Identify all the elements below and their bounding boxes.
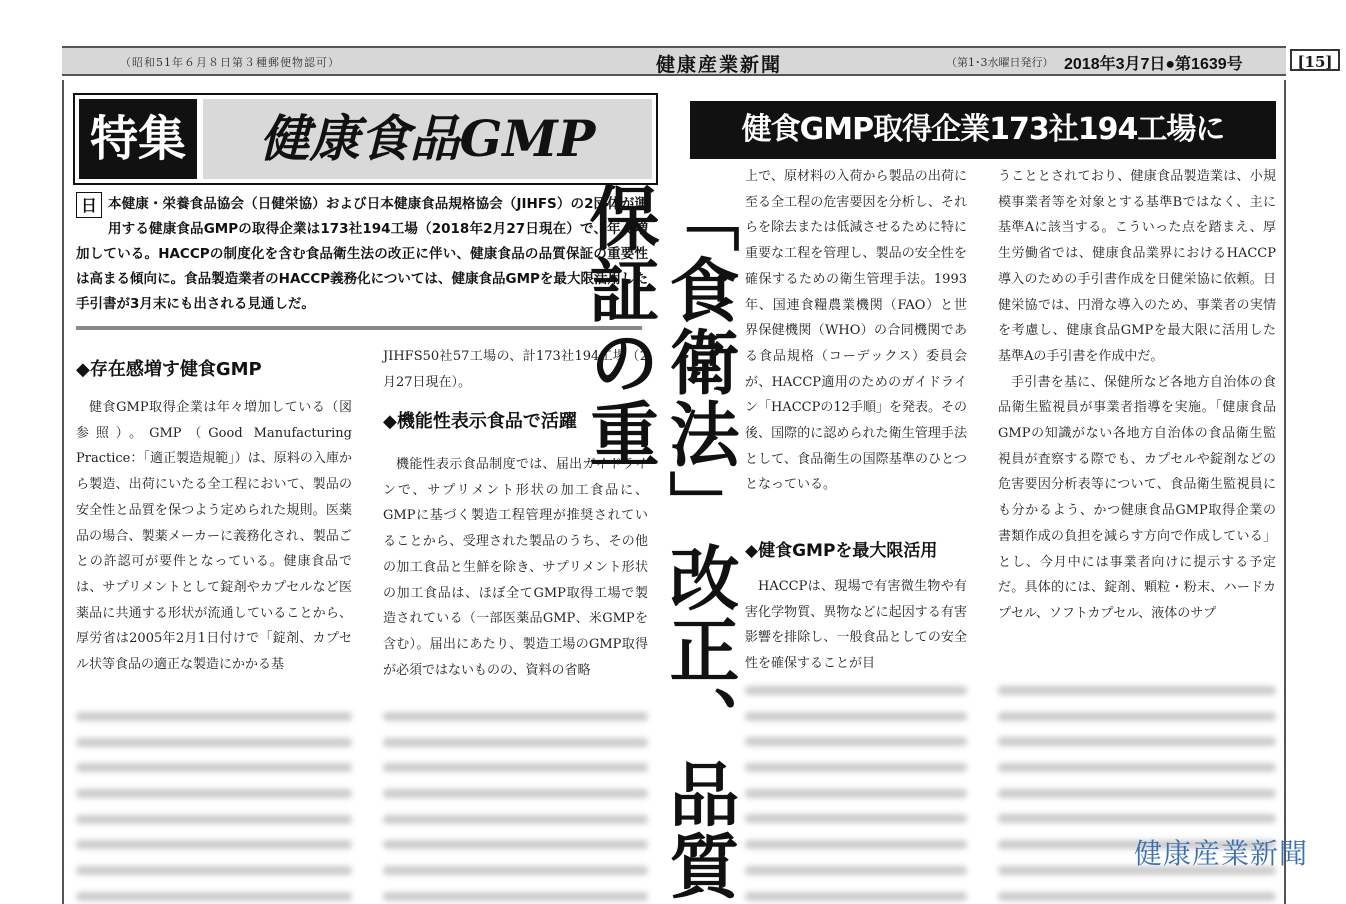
section-heading: ◆機能性表示食品で活躍 — [383, 411, 577, 432]
blurred-text-block — [745, 686, 967, 904]
article-column-1 — [76, 395, 352, 678]
feature-tag: 特集 — [79, 99, 197, 179]
article-paragraph: HACCPは、現場で有害微生物や有害化学物質、異物などに起因する有害影響を排除し、一般食品としての安全性を確保することが目 — [745, 579, 967, 672]
feature-title: 健康食品GMP — [203, 99, 652, 179]
feature-banner — [73, 93, 658, 185]
section-heading: ◆存在感増す健食GMP — [76, 359, 262, 380]
lead-text: 本健康・栄養食品協会（日健栄協）および日本健康食品規格協会（JIHFS）の2団体が運用する健康食品GMPの取得企業は173社194工場（2018年2月27日現在）で、年々増加している。HACCPの制度化を含む食品衛生法の改正に伴い、健康食品の品質保証の重要性は高まる傾向に。食品製造業者のHACCP義務化については、健康食品GMPを最大限活用した手引書が3月末にも出される見通しだ。 — [76, 196, 648, 312]
issue-date: 2018年3月7日●第1639号 — [1064, 56, 1243, 73]
article-paragraph: うこととされており、健康食品製造業は、小規模事業者等を対象とする基準Bではなく、主に基準Aに該当する。こういった点を踏まえ、厚生労働省では、健康食品業界におけるHACCP導入のための手引書作成を日健栄協に依頼。日健栄協では、円滑な導入のため、事業者の実情を考慮し、健康食品GMPを最大限に活用した基準Aの手引書を作成中だ。 — [998, 169, 1276, 364]
page-number: [15] — [1290, 49, 1340, 71]
publication-schedule: （第1･3水曜日発行） — [946, 56, 1054, 69]
postal-permit: （昭和51年６月８日第３種郵便物認可） — [120, 56, 340, 69]
blurred-text-block — [76, 712, 352, 904]
article-column-3 — [745, 164, 967, 498]
lead-divider — [76, 326, 642, 330]
article-paragraph: 健食GMP取得企業は年々増加している（図参照）。GMP（Good Manufacturing Practice：「適正製造規範」）は、原料の入庫から製造、出荷にいたる全工程において、製品の安全性と品質を保つよう定められた規則。医薬品の場合、製薬メーカーに義務化され、製品ごとの許認可が要件となっている。健康食品では、サプリメントとして錠剤やカプセルなど医薬品に共通する形状が流通していることから、厚労省は2005年2月1日付けで「錠剤、カプセル状等食品の適正な製造にかかる基 — [76, 400, 352, 673]
watermark-logo: 健康産業新聞 — [1134, 837, 1309, 870]
article-paragraph: JIHFS50社57工場の、計173社194工場（2月27日現在）。 — [383, 349, 648, 390]
page-header — [62, 46, 1333, 76]
masthead: 健康産業新聞 — [656, 54, 783, 76]
article-column-3b — [745, 574, 967, 677]
drop-cap: 日 — [76, 192, 102, 218]
article-paragraph: 機能性表示食品制度では、届出ガイドラインで、サプリメント形状の加工食品に、GMPに基づく製造工程管理が推奨されていることから、受理された製品のうち、その他の加工食品と生鮮を除き、サプリメント形状の加工食品は、ほぼ全てGMP取得工場で製造されている（一部医薬品GMP、米GMPを含む）。届出にあたり、製造工場のGMP取得が必須ではないものの、資料の省略 — [383, 457, 648, 678]
article-column-2b — [383, 452, 648, 683]
lead-paragraph — [76, 192, 648, 317]
blurred-text-block — [383, 712, 648, 904]
article-paragraph: 上で、原材料の入荷から製品の出荷に至る全工程の危害要因を分析し、それらを除去または低減させるために特に重要な工程を管理し、製品の安全性を確保するための衛生管理手法。1993年、国連食糧農業機関（FAO）と世界保健機関（WHO）の合同機関である食品規格（コーデックス）委員会が、HACCP適用のためのガイドライン「HACCPの12手順」を発表。その後、国際的に認められた衛生管理手法として、食品衛生の国際基準のひとつとなっている。 — [745, 169, 967, 493]
article-column-4 — [998, 164, 1276, 627]
section-heading: ◆健食GMPを最大限活用 — [745, 541, 938, 561]
article-paragraph: 手引書を基に、保健所など各地方自治体の食品衛生監視員が事業者指導を実施。「健康食品GMPの知識がない各地方自治体の食品衛生監視員が査察する際でも、カプセルや錠剤などの危害要因分析表等について、食品衛生監視員にも分かるよう、かつ健康食品GMP取得企業の書類作成の負担を減らす方向で作成している」とし、今月中には事業者向けに提示する予定だ。具体的には、錠剤、顆粒・粉末、ハードカプセル、ソフトカプセル、液体のサプ — [998, 374, 1276, 621]
headline: 健食GMP取得企業173社194工場に — [690, 101, 1276, 159]
vertical-headline: 「食衛法」改正、品質保証の重 — [578, 182, 740, 902]
